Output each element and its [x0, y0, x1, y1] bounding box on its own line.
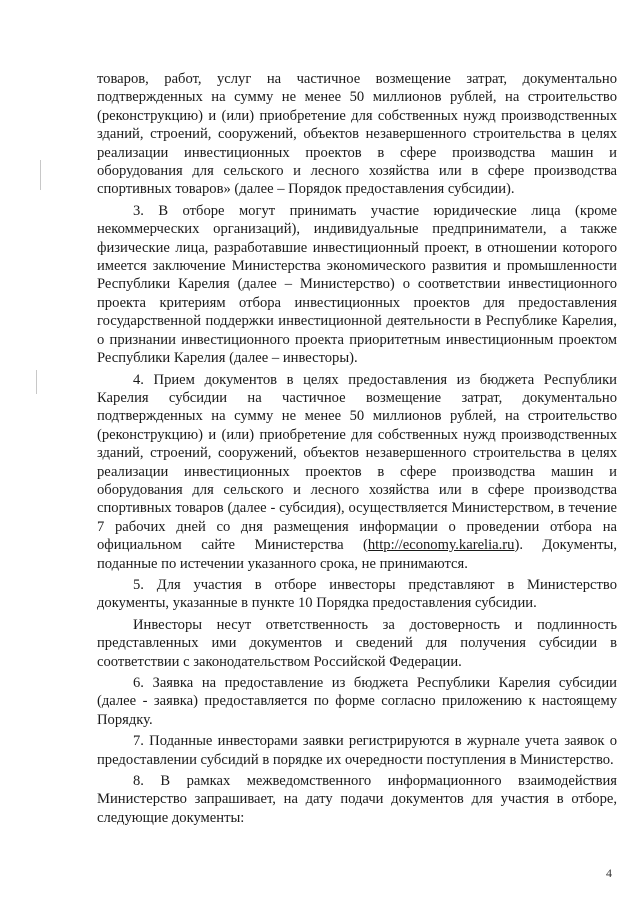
paragraph-4-text-end: ). Документы, поданные по истечении указанного срока, не принимаются.: [97, 537, 618, 572]
page-number: 4: [606, 866, 612, 880]
paragraph-2-continuation: товаров, работ, услуг на частичное возмещение затрат, документально подтвержденных на сумму не менее 50 миллионов рублей, на строительство (реконструкцию) и (или) приобретение для собственных нужд производственных зданий, строений, сооружений, объектов незавершенного строительства в целях реализации инвестиционных проектов в сфере производства машин и оборудования для сельского и лесного хозяйства или в сфере производства спортивных товаров» (далее – Порядок предоставления субсидии).: [97, 71, 617, 198]
ministry-website-link[interactable]: http://economy.karelia.ru: [367, 537, 515, 554]
scan-artifact-line: [36, 370, 37, 394]
paragraph-8: 8. В рамках межведомственного информационного взаимодействия Министерство запрашивает, на дату подачи документов для участия в отборе, следующие документы:: [97, 773, 617, 826]
document-body: [97, 70, 617, 830]
paragraph-5: 5. Для участия в отборе инвесторы представляют в Министерство документы, указанные в пункте 10 Порядка предоставления субсидии.: [97, 576, 617, 612]
paragraph-7: 7. Поданные инвесторами заявки регистрируются в журнале учета заявок о предоставлении субсидий в порядке их очередности поступления в Министерство.: [97, 733, 617, 768]
paragraph-4-text: 4. Прием документов в целях предоставления из бюджета Республики Карелия субсидии на частичное возмещение затрат, документально подтвержденных на сумму не менее 50 миллионов рублей, на строительство (реконструкцию) и (или) приобретение для собственных нужд производственных зданий, строений, сооружений, объектов незавершенного строительства в целях реализации инвестиционных проектов в сфере производства машин и оборудования для сельского и лесного хозяйства или в сфере производства спортивных товаров (далее - субсидия), осуществляется Министерством, в течение 7 рабочих дней со дня размещения информации о проведении отбора на официальном сайте Министерства (: [97, 371, 617, 554]
paragraph-6: 6. Заявка на предоставление из бюджета Республики Карелия субсидии (далее - заявка) предоставляется по форме согласно приложению к настоящему Порядку.: [97, 675, 617, 728]
scan-artifact-line: [40, 160, 41, 190]
paragraph-3: 3. В отборе могут принимать участие юридические лица (кроме некоммерческих организаций), индивидуальные предприниматели, а также физические лица, разработавшие инвестиционный проект, в отношении которого имеется заключение Министерства экономического развития и промышленности Республики Карелия (далее – Министерство) о соответствии инвестиционного проекта критериям отбора инвестиционных проектов для предоставления государственной поддержки инвестиционной деятельности в Республике Карелия, о признании инвестиционного проекта приоритетным инвестиционным проектом Республики Карелия (далее – инвесторы).: [97, 202, 617, 367]
paragraph-4: [97, 371, 617, 573]
paragraph-5-responsibility: Инвесторы несут ответственность за достоверность и подлинность представленных ими документов и сведений для получения субсидии в соответствии с законодательством Российской Федерации.: [97, 616, 617, 670]
